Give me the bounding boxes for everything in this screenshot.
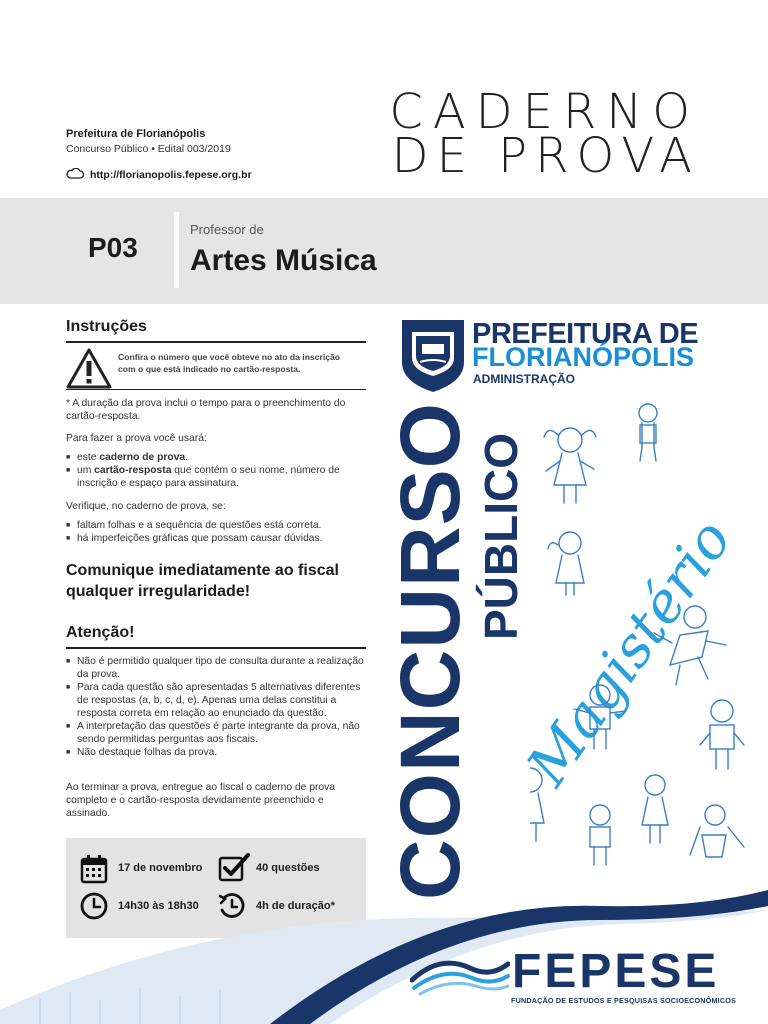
child-doodle <box>544 428 596 503</box>
instructions-heading: Instruções <box>66 318 147 335</box>
duration-note: * A duração da prova inclui o tempo para o preenchimento do cartão-resposta. <box>66 398 346 422</box>
check-intro: Verifique, no caderno de prova, se: <box>66 501 226 512</box>
check-list <box>66 519 366 545</box>
list-item: ■ este caderno de prova. <box>66 451 366 464</box>
child-doodle <box>700 700 744 769</box>
child-doodle <box>642 775 668 843</box>
exam-edition: Concurso Público • Edital 003/2019 <box>66 143 231 155</box>
child-doodle <box>690 805 744 857</box>
child-doodle <box>530 768 544 841</box>
irregularity-notice: Comunique imediatamente ao fiscal qualquer irregularidade! <box>66 562 339 600</box>
children-drawings-illustration <box>530 395 760 875</box>
organization-name: Prefeitura de Florianópolis <box>66 128 206 140</box>
exam-code: P03 <box>88 232 138 263</box>
document-title-line1: CADERNO <box>389 84 700 140</box>
florianopolis-title: FLORIANÓPOLIS <box>472 342 694 372</box>
fepese-logo-icon <box>410 950 510 998</box>
child-doodle <box>548 532 584 595</box>
band-divider <box>174 212 179 288</box>
list-item: ■ há imperfeições gráficas que possam causar dúvidas. <box>66 532 366 545</box>
prefeitura-title: PREFEITURA DE <box>472 318 699 350</box>
exam-duration: 4h de duração* <box>256 900 335 912</box>
administracao-label: ADMINISTRAÇÃO <box>473 372 575 386</box>
use-list <box>66 451 366 490</box>
list-item: ■ faltam folhas e a sequência de questões está correta. <box>66 519 366 532</box>
role-prefix: Professor de <box>190 222 264 237</box>
website-link[interactable] <box>66 168 252 182</box>
exam-subject: Artes Música <box>190 244 377 277</box>
attention-list <box>66 655 366 759</box>
publico-word: PÚBLICO <box>475 433 527 640</box>
child-doodle <box>639 404 657 461</box>
attention-heading: Atenção! <box>66 624 135 641</box>
warning-text: Confira o número que você obteve no ato da inscrição com o que está indicado no cartão-resposta. <box>118 352 341 374</box>
question-count: 40 questões <box>256 862 320 874</box>
instructions-rule <box>66 341 366 343</box>
closing-text: Ao terminar a prova, entregue ao fiscal o caderno de prova completo e o cartão-resposta devidamente preenchido e assinado. <box>66 782 336 819</box>
magisterio-script: Magistério <box>515 508 745 798</box>
warning-icon <box>66 348 112 390</box>
child-doodle <box>654 606 726 685</box>
exam-date: 17 de novembro <box>118 862 203 874</box>
cloud-icon <box>66 168 84 182</box>
attention-rule <box>66 647 366 649</box>
website-url: http://florianopolis.fepese.org.br <box>90 169 252 181</box>
fepese-subtitle: FUNDAÇÃO DE ESTUDOS E PESQUISAS SOCIOECONÔMICOS <box>511 996 737 1005</box>
list-item: ■ um cartão-resposta que contém o seu nome, número de inscrição e espaço para assinatura. <box>66 464 366 490</box>
fepese-wordmark: FEPESE <box>512 945 720 998</box>
use-intro: Para fazer a prova você usará: <box>66 433 207 444</box>
list-item: ■ Para cada questão são apresentadas 5 alternativas diferentes de respostas (a, b, c, d, e). Apenas uma delas constitui a resposta correta em relação ao enunciado da questão. <box>66 681 366 720</box>
concurso-word: CONCURSO <box>383 401 477 900</box>
child-doodle <box>574 685 626 749</box>
list-item: ■ Não destaque folhas da prova. <box>66 746 366 759</box>
list-item: ■ A interpretação das questões é parte integrante da prova, não sendo permitidas perguntas aos fiscais. <box>66 720 366 746</box>
city-crest-icon <box>398 318 468 394</box>
exam-time: 14h30 às 18h30 <box>118 900 199 912</box>
warning-rule <box>66 389 366 390</box>
document-title-line2: DE PROVA <box>391 128 700 184</box>
list-item: ■ Não é permitido qualquer tipo de consulta durante a realização da prova. <box>66 655 366 681</box>
child-doodle <box>590 805 610 865</box>
